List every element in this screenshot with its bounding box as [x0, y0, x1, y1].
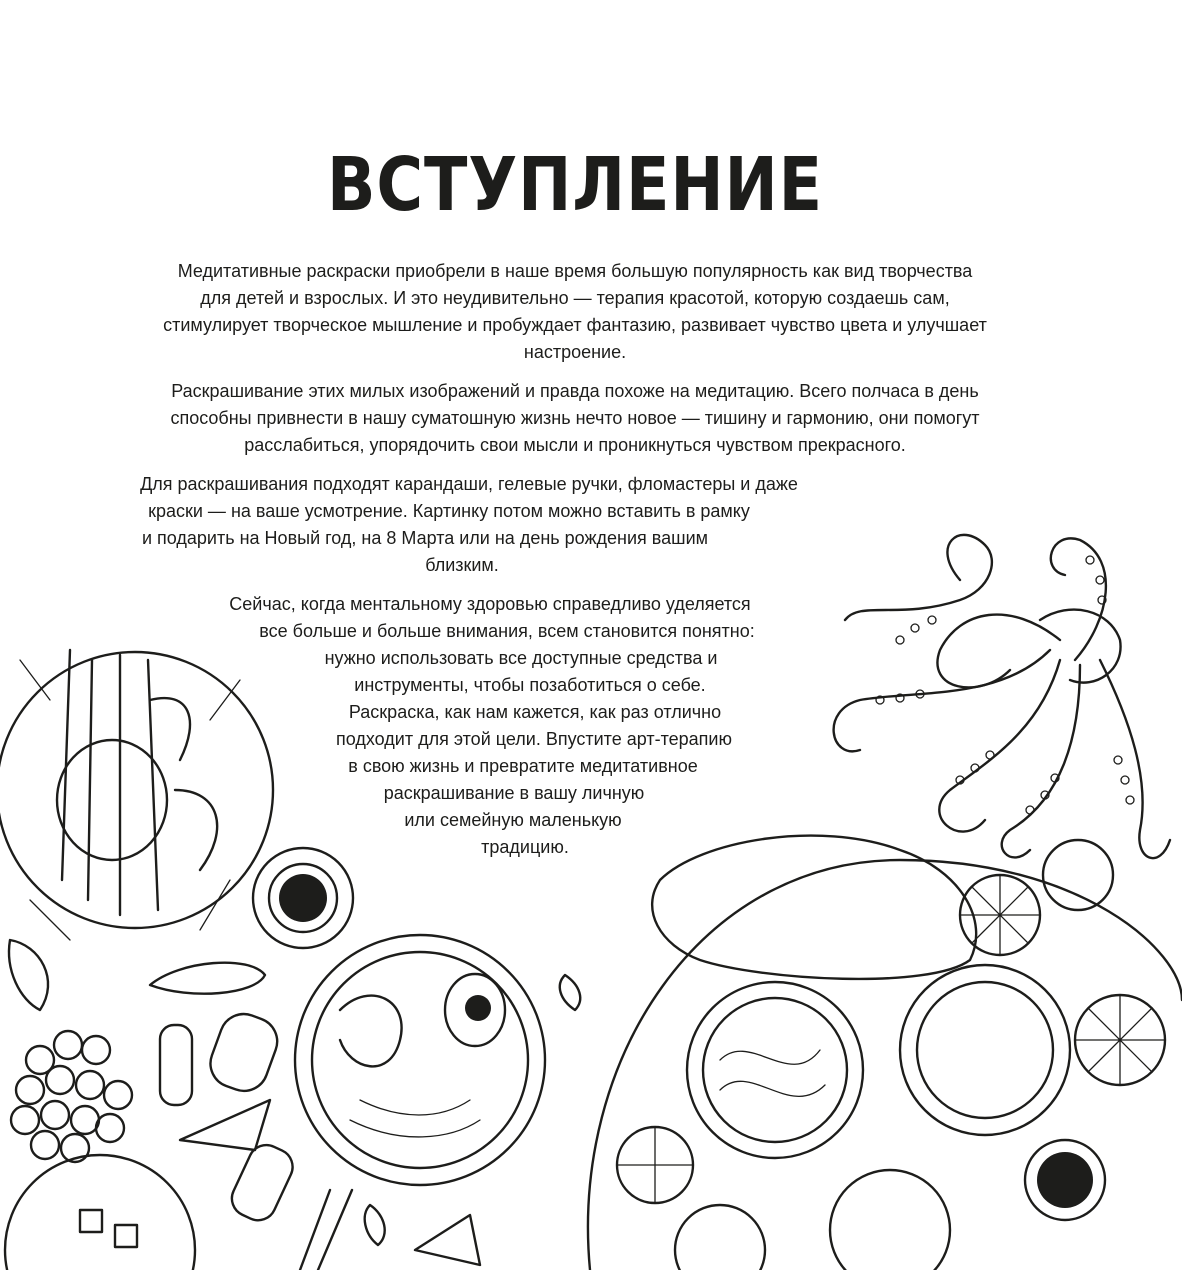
- page-title: ВСТУПЛЕНИЕ: [327, 142, 823, 228]
- paragraph-4-line-1: Сейчас, когда ментальному здоровью справедливо уделяется: [229, 594, 751, 614]
- leaves-illustration: [9, 940, 580, 1265]
- paragraph-4-line-9: или семейную маленькую: [404, 810, 622, 830]
- paragraph-4-line-3: нужно использовать все доступные средства и: [324, 648, 718, 668]
- paragraph-4-line-8: раскрашивание в вашу личную: [383, 783, 645, 803]
- paragraph-2-line-3: расслабиться, упорядочить свои мысли и проникнуться чувством прекрасного.: [244, 435, 906, 455]
- chopsticks-illustration: [300, 1190, 352, 1270]
- paragraph-1-line-3: стимулирует творческое мышление и пробуждает фантазию, развивает чувство цвета и улучшает: [163, 315, 987, 335]
- paragraph-4-line-4: инструменты, чтобы позаботиться о себе.: [354, 675, 706, 695]
- shrimp-illustration: [150, 963, 265, 994]
- paragraph-2-line-1: Раскрашивание этих милых изображений и правда похоже на медитацию. Всего полчаса в день: [171, 381, 979, 401]
- paragraph-2-line-2: способны привнести в нашу суматошную жизнь нечто новое — тишину и гармонию, они помогут: [170, 408, 980, 428]
- paragraph-4-line-2: все больше и больше внимания, всем становится понятно:: [259, 621, 755, 641]
- paragraph-1-line-1: Медитативные раскраски приобрели в наше время большую популярность как вид творчества: [177, 261, 973, 281]
- paragraph-1-line-4: настроение.: [523, 342, 627, 362]
- paragraph-3-line-1: Для раскрашивания подходят карандаши, гелевые ручки, фломастеры и даже: [140, 474, 798, 494]
- paragraph-4-line-5: Раскраска, как нам кажется, как раз отлично: [348, 702, 722, 722]
- sauce-bowl-illustration: [253, 848, 353, 948]
- paragraph-3-line-4: близким.: [425, 555, 499, 575]
- paragraph-4-line-6: подходит для этой цели. Впустите арт-терапию: [336, 729, 732, 749]
- paragraph-4-line-7: в свою жизнь и превратите медитативное: [348, 756, 698, 776]
- large-platter-illustration: [588, 836, 1182, 1270]
- sushi-illustration: [160, 1007, 298, 1226]
- grapes-illustration: [11, 1031, 132, 1162]
- paragraph-3-line-2: краски — на ваше усмотрение. Картинку потом можно вставить в рамку: [148, 501, 750, 521]
- paragraph-3-line-3: и подарить на Новый год, на 8 Марта или на день рождения вашим: [141, 528, 709, 548]
- paragraph-1-line-2: для детей и взрослых. И это неудивительно — терапия красотой, которую создаешь сам,: [200, 288, 950, 308]
- ramen-bowl-illustration: [295, 935, 545, 1185]
- paragraph-4-line-10: традицию.: [481, 837, 569, 857]
- soup-bowl-illustration: [5, 1155, 195, 1270]
